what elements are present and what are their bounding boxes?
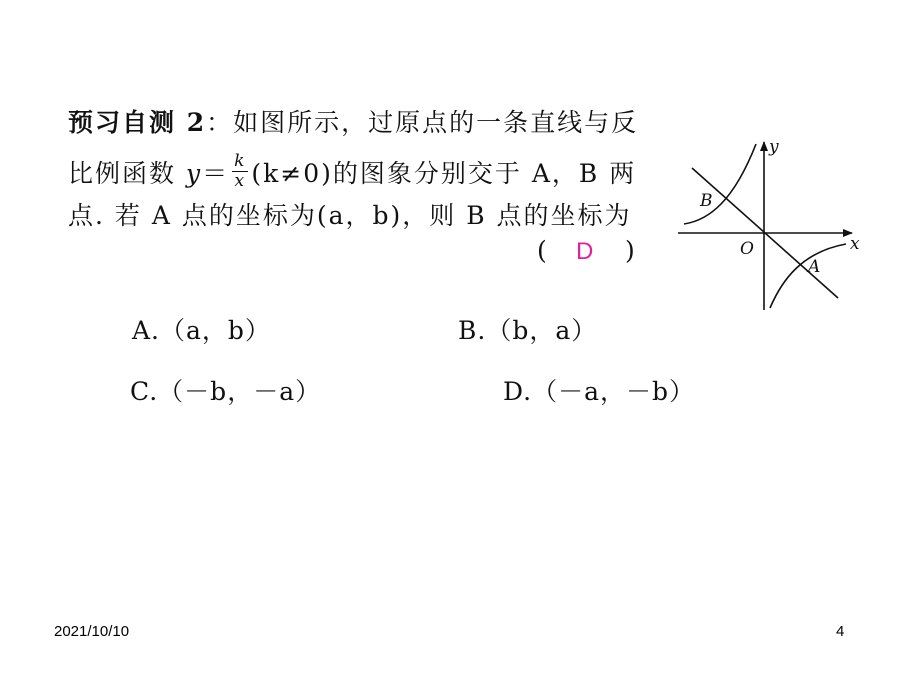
footer-page-number: 4 [836, 623, 845, 640]
origin-label: O [740, 239, 754, 259]
option-a: A.（a，b） [132, 316, 271, 345]
question-label: 预习自测 2 [68, 108, 207, 137]
question-line-2 [68, 151, 637, 194]
fraction-numerator: k [234, 151, 247, 171]
equals-sign: ＝ [202, 159, 230, 188]
answer-paren-open: ( [537, 236, 547, 265]
option-d: D.（－a，－b） [503, 377, 696, 406]
condition-k-nonzero: (k≠0) [251, 159, 333, 188]
function-y: y [185, 159, 203, 188]
y-axis-label: y [769, 137, 779, 157]
question-line-2-suffix: 的图象分别交于 A，B 两 [332, 159, 637, 188]
option-c: C.（－b，－a） [130, 377, 322, 406]
answer-letter: D [576, 238, 594, 265]
question-line-2-prefix: 比例函数 [68, 159, 186, 188]
fraction-k-over-x [232, 153, 248, 190]
hyperbola-branch-upper-left [684, 144, 756, 224]
question-line-1 [68, 110, 638, 135]
footer-date: 2021/10/10 [54, 623, 130, 640]
question-line-3-text: 点. 若 A 点的坐标为(a，b)，则 B 点的坐标为 [68, 201, 632, 230]
question-line-3 [68, 203, 632, 228]
option-b: B.（b，a） [458, 316, 598, 345]
answer-paren-close: ) [625, 236, 635, 265]
question-line-1-text: ：如图所示，过原点的一条直线与反 [206, 108, 639, 137]
function-graph [670, 130, 875, 315]
point-a-label: A [808, 257, 821, 277]
point-b-label: B [700, 191, 713, 211]
fraction-denominator: x [234, 171, 247, 191]
x-axis-label: x [850, 234, 860, 254]
